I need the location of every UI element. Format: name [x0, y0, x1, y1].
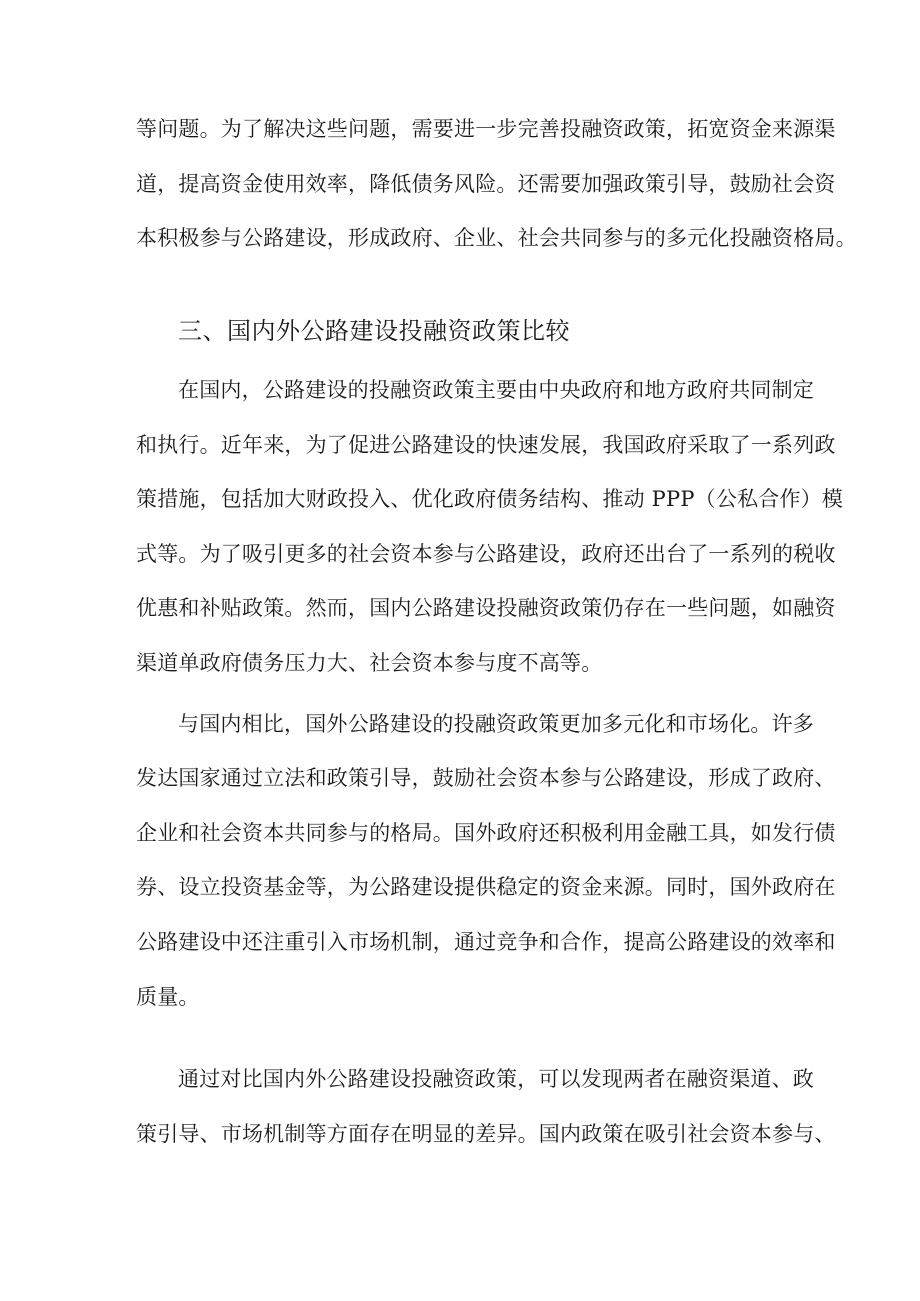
text-line: 渠道单政府债务压力大、社会资本参与度不高等。	[136, 651, 603, 675]
text-line: 质量。	[136, 985, 200, 1009]
text-line: 和执行。近年来，为了促进公路建设的快速发展，我国政府采取了一系列政	[136, 433, 836, 457]
text-line: 与国内相比，国外公路建设的投融资政策更加多元化和市场化。许多	[178, 712, 814, 736]
text-line: 优惠和补贴政策。然而，国内公路建设投融资政策仍存在一些问题，如融资	[136, 596, 836, 620]
text-line: 式等。为了吸引更多的社会资本参与公路建设，政府还出台了一系列的税收	[136, 542, 836, 566]
section-heading: 三、国内外公路建设投融资政策比较	[178, 317, 570, 345]
text-line: 策措施，包括加大财政投入、优化政府债务结构、推动 PPP（公私合作）模	[136, 487, 844, 511]
text-line: 通过对比国内外公路建设投融资政策，可以发现两者在融资渠道、政	[178, 1067, 814, 1091]
text-line: 公路建设中还注重引入市场机制，通过竞争和合作，提高公路建设的效率和	[136, 930, 836, 954]
text-line: 道，提高资金使用效率，降低债务风险。还需要加强政策引导，鼓励社会资	[136, 172, 836, 196]
text-line: 券、设立投资基金等，为公路建设提供稳定的资金来源。同时，国外政府在	[136, 875, 836, 899]
text-line: 发达国家通过立法和政策引导，鼓励社会资本参与公路建设，形成了政府、	[136, 766, 836, 790]
text-line: 策引导、市场机制等方面存在明显的差异。国内政策在吸引社会资本参与、	[136, 1122, 836, 1146]
text-line: 在国内，公路建设的投融资政策主要由中央政府和地方政府共同制定	[178, 378, 814, 402]
text-line: 企业和社会资本共同参与的格局。国外政府还积极利用金融工具，如发行债	[136, 821, 836, 845]
text-line: 等问题。为了解决这些问题，需要进一步完善投融资政策，拓宽资金来源渠	[136, 117, 836, 141]
text-line: 本积极参与公路建设，形成政府、企业、社会共同参与的多元化投融资格局。	[136, 226, 857, 250]
